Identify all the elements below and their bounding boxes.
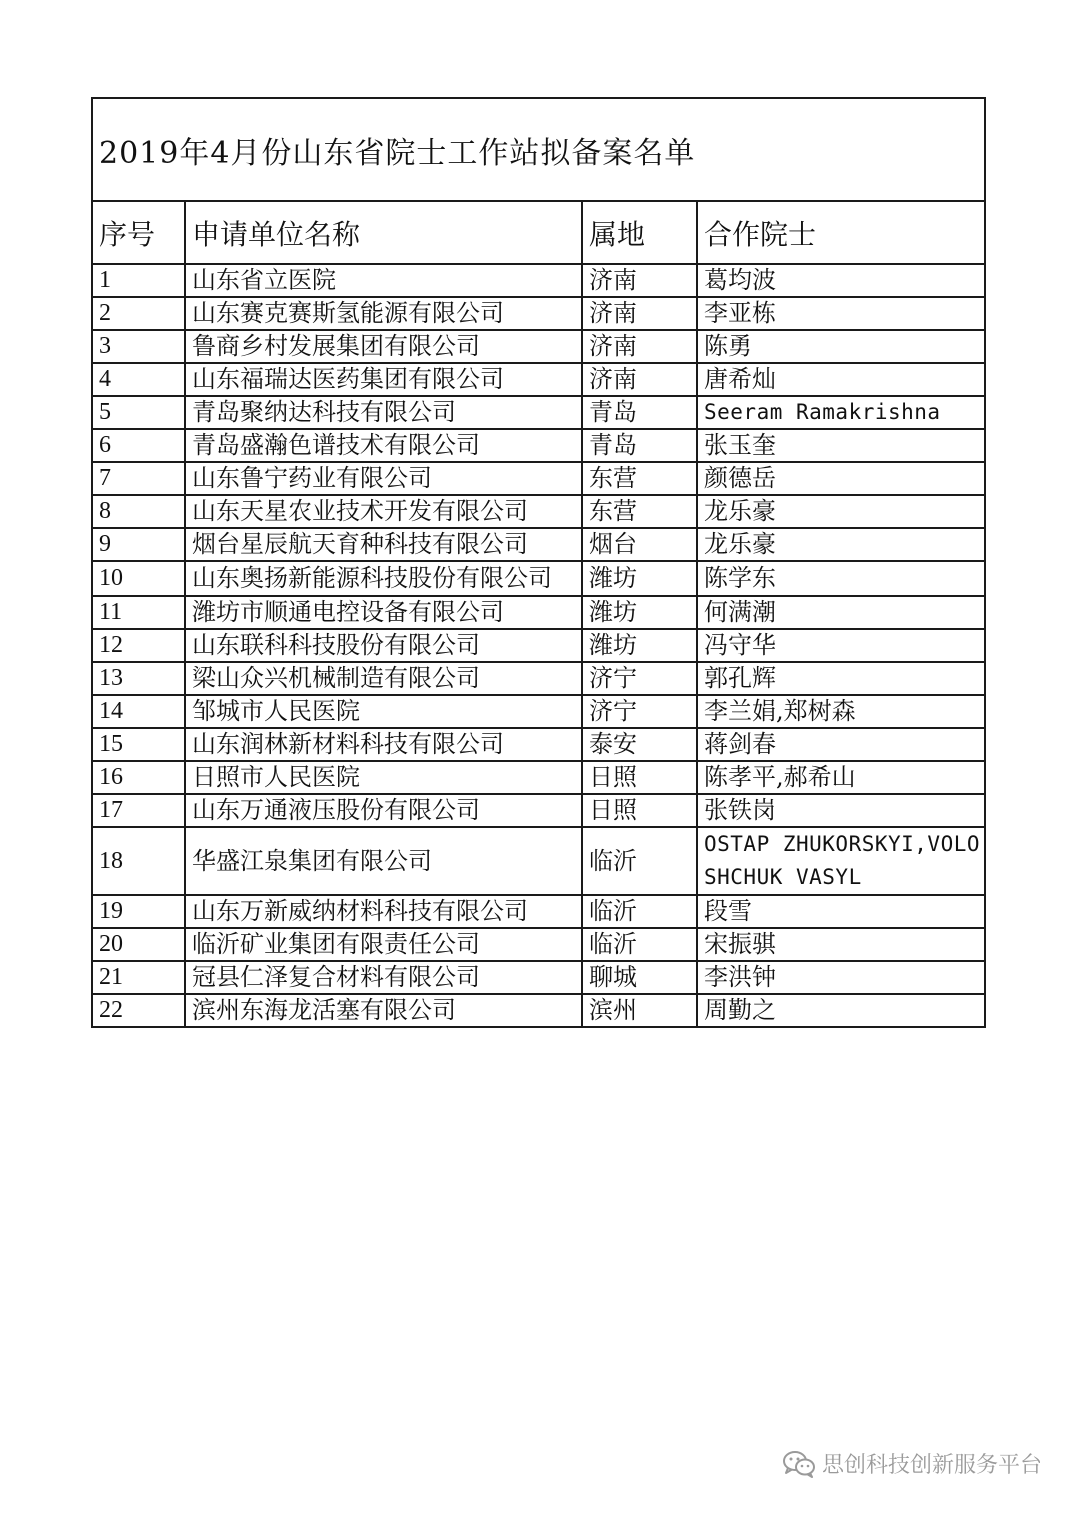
cell-region: 济南 <box>582 363 697 396</box>
cell-academician: 周勤之 <box>697 994 985 1027</box>
cell-region: 济宁 <box>582 695 697 728</box>
table-row <box>92 462 985 495</box>
cell-academician: 李兰娟,郑树森 <box>697 695 985 728</box>
cell-academician: 张玉奎 <box>697 429 985 462</box>
cell-no: 14 <box>92 695 185 728</box>
cell-region: 临沂 <box>582 928 697 961</box>
cell-no: 11 <box>92 596 185 629</box>
cell-region: 济南 <box>582 297 697 330</box>
header-row <box>92 201 985 264</box>
cell-academician: 陈勇 <box>697 330 985 363</box>
cell-academician: 颜德岳 <box>697 462 985 495</box>
cell-no: 1 <box>92 264 185 297</box>
cell-no: 5 <box>92 396 185 429</box>
cell-academician: 李亚栋 <box>697 297 985 330</box>
cell-no: 17 <box>92 794 185 827</box>
cell-unit: 邹城市人民医院 <box>185 695 582 728</box>
cell-region: 济南 <box>582 264 697 297</box>
cell-unit: 山东万通液压股份有限公司 <box>185 794 582 827</box>
table-row <box>92 895 985 928</box>
cell-unit: 华盛江泉集团有限公司 <box>185 827 582 895</box>
table-row <box>92 596 985 629</box>
table-row <box>92 629 985 662</box>
cell-region: 泰安 <box>582 728 697 761</box>
cell-academician: 龙乐豪 <box>697 495 985 528</box>
record-table <box>91 97 986 1028</box>
cell-unit: 山东润林新材料科技有限公司 <box>185 728 582 761</box>
cell-academician: 蒋剑春 <box>697 728 985 761</box>
cell-academician: 何满潮 <box>697 596 985 629</box>
cell-academician: 陈学东 <box>697 561 985 596</box>
cell-region: 东营 <box>582 462 697 495</box>
cell-no: 3 <box>92 330 185 363</box>
cell-unit: 山东联科科技股份有限公司 <box>185 629 582 662</box>
cell-no: 10 <box>92 561 185 596</box>
table-row <box>92 264 985 297</box>
table-row <box>92 994 985 1027</box>
cell-region: 潍坊 <box>582 561 697 596</box>
cell-academician: 宋振骐 <box>697 928 985 961</box>
cell-region: 潍坊 <box>582 629 697 662</box>
cell-academician: Seeram Ramakrishna <box>697 396 985 429</box>
cell-no: 2 <box>92 297 185 330</box>
cell-no: 22 <box>92 994 185 1027</box>
cell-no: 7 <box>92 462 185 495</box>
cell-no: 6 <box>92 429 185 462</box>
cell-no: 4 <box>92 363 185 396</box>
cell-region: 烟台 <box>582 528 697 561</box>
table-row <box>92 330 985 363</box>
table-row <box>92 495 985 528</box>
table-row <box>92 396 985 429</box>
cell-region: 青岛 <box>582 429 697 462</box>
cell-academician: 段雪 <box>697 895 985 928</box>
cell-unit: 青岛盛瀚色谱技术有限公司 <box>185 429 582 462</box>
cell-academician: 李洪钟 <box>697 961 985 994</box>
cell-no: 21 <box>92 961 185 994</box>
cell-academician: 张铁岗 <box>697 794 985 827</box>
cell-no: 18 <box>92 827 185 895</box>
cell-region: 日照 <box>582 761 697 794</box>
table-row <box>92 928 985 961</box>
table-row <box>92 561 985 596</box>
table-row <box>92 794 985 827</box>
table-row <box>92 961 985 994</box>
watermark <box>782 1448 1042 1479</box>
table-row <box>92 297 985 330</box>
cell-academician: 冯守华 <box>697 629 985 662</box>
cell-region: 临沂 <box>582 895 697 928</box>
table-row <box>92 827 985 895</box>
header-no: 序号 <box>92 201 185 264</box>
wechat-icon <box>782 1450 816 1478</box>
cell-unit: 青岛聚纳达科技有限公司 <box>185 396 582 429</box>
table-row <box>92 528 985 561</box>
cell-region: 滨州 <box>582 994 697 1027</box>
cell-region: 临沂 <box>582 827 697 895</box>
cell-academician: 龙乐豪 <box>697 528 985 561</box>
cell-region: 潍坊 <box>582 596 697 629</box>
cell-region: 济宁 <box>582 662 697 695</box>
table-row <box>92 363 985 396</box>
table-row <box>92 662 985 695</box>
cell-academician: 葛均波 <box>697 264 985 297</box>
cell-unit: 日照市人民医院 <box>185 761 582 794</box>
cell-unit: 潍坊市顺通电控设备有限公司 <box>185 596 582 629</box>
cell-unit: 滨州东海龙活塞有限公司 <box>185 994 582 1027</box>
table-row <box>92 728 985 761</box>
cell-unit: 山东奥扬新能源科技股份有限公司 <box>185 561 582 596</box>
cell-unit: 鲁商乡村发展集团有限公司 <box>185 330 582 363</box>
table-row <box>92 695 985 728</box>
cell-region: 聊城 <box>582 961 697 994</box>
cell-no: 20 <box>92 928 185 961</box>
cell-region: 东营 <box>582 495 697 528</box>
cell-no: 9 <box>92 528 185 561</box>
cell-unit: 山东赛克赛斯氢能源有限公司 <box>185 297 582 330</box>
cell-unit: 烟台星辰航天育种科技有限公司 <box>185 528 582 561</box>
table-row <box>92 429 985 462</box>
cell-no: 15 <box>92 728 185 761</box>
title-row <box>92 98 985 201</box>
cell-no: 19 <box>92 895 185 928</box>
cell-no: 13 <box>92 662 185 695</box>
cell-region: 日照 <box>582 794 697 827</box>
cell-unit: 山东天星农业技术开发有限公司 <box>185 495 582 528</box>
cell-no: 12 <box>92 629 185 662</box>
table-row <box>92 761 985 794</box>
cell-academician: 唐希灿 <box>697 363 985 396</box>
cell-no: 16 <box>92 761 185 794</box>
cell-unit: 临沂矿业集团有限责任公司 <box>185 928 582 961</box>
header-unit: 申请单位名称 <box>185 201 582 264</box>
header-academician: 合作院士 <box>697 201 985 264</box>
cell-region: 济南 <box>582 330 697 363</box>
cell-unit: 山东万新威纳材料科技有限公司 <box>185 895 582 928</box>
watermark-text: 思创科技创新服务平台 <box>821 1453 1042 1478</box>
cell-academician: OSTAP ZHUKORSKYI,VOLOSHCHUK VASYL <box>697 827 985 895</box>
cell-unit: 冠县仁泽复合材料有限公司 <box>185 961 582 994</box>
cell-unit: 山东鲁宁药业有限公司 <box>185 462 582 495</box>
header-region: 属地 <box>582 201 697 264</box>
cell-no: 8 <box>92 495 185 528</box>
cell-unit: 梁山众兴机械制造有限公司 <box>185 662 582 695</box>
cell-region: 青岛 <box>582 396 697 429</box>
cell-unit: 山东省立医院 <box>185 264 582 297</box>
document-title: 2019年4月份山东省院士工作站拟备案名单 <box>92 98 985 201</box>
cell-academician: 郭孔辉 <box>697 662 985 695</box>
cell-academician: 陈孝平,郝希山 <box>697 761 985 794</box>
cell-unit: 山东福瑞达医药集团有限公司 <box>185 363 582 396</box>
